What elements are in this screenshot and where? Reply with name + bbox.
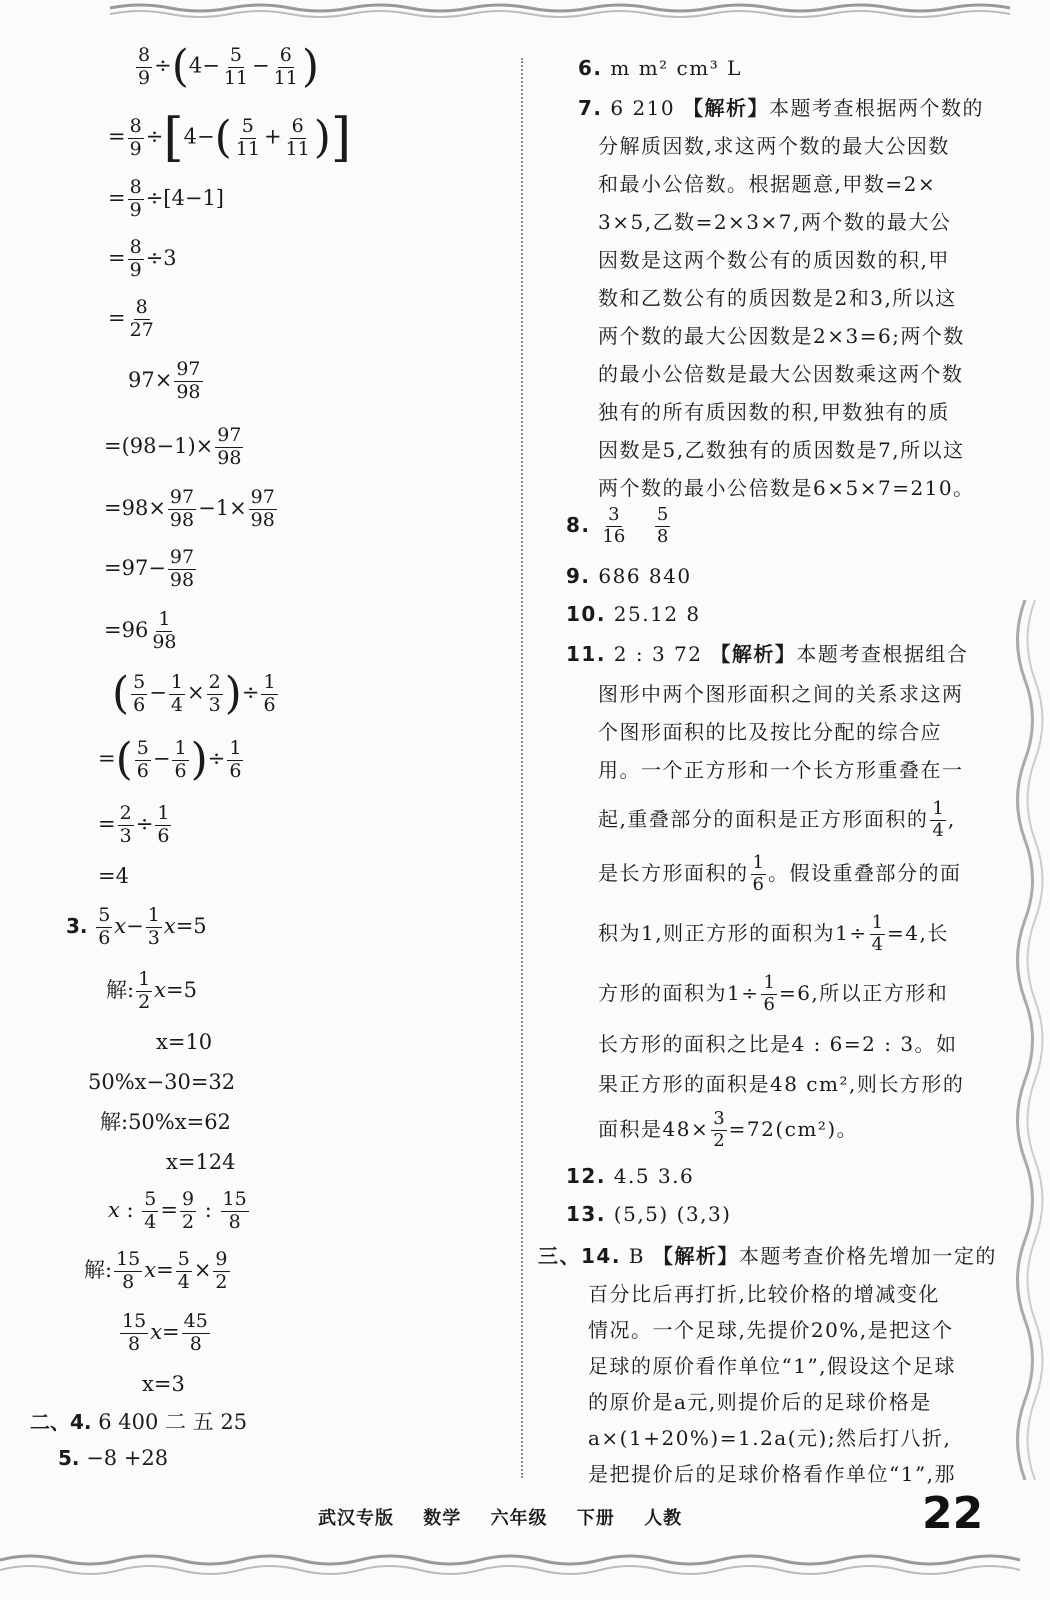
q8-answer: 8. $\frac{3}{16}$ $\frac{5}{8}$ — [566, 504, 669, 547]
q3-result-3: x=3 — [142, 1372, 185, 1396]
q14-explain-line: 百分比后再打折,比较价格的增减变化 — [588, 1282, 940, 1306]
q5-answer: 5. −8 +28 — [58, 1446, 169, 1470]
q7-explain-line: 的最小公倍数是最大公因数乘这两个数 — [598, 362, 964, 386]
q14-explain-line: a×(1+20%)=1.2a(元);然后打八折, — [588, 1426, 952, 1450]
footer-edition: 武汉专版 — [318, 1508, 394, 1529]
q7-explain-line: 3×5,乙数=2×3×7,两个数的最大公 — [598, 210, 952, 234]
q6-answer: 6. m m² cm³ L — [578, 56, 742, 80]
calc-line-8: =98× $\frac{97}{98}$ −1× $\frac{97}{98}$ — [104, 486, 275, 531]
q11-explain-line: 果正方形的面积是48 cm²,则长方形的 — [598, 1072, 965, 1096]
q11-explain-line: 是长方形面积的 $\frac{1}{6}$ 。假设重叠部分的面 — [598, 852, 962, 895]
q11-explain-line: 起,重叠部分的面积是正方形面积的 $\frac{1}{4}$ , — [598, 798, 956, 841]
q7-explain-line: 分解质因数,求这两个数的最大公因数 — [598, 134, 950, 158]
q3-solve-1: 解: $\frac{1}{2}$ x=5 — [106, 968, 197, 1013]
q7-explain-line: 数和乙数公有的质因数是2和3,所以这 — [598, 286, 957, 310]
q3-number: 3. — [66, 913, 88, 938]
column-divider — [521, 58, 523, 1478]
q7-answer: 7. 6 210 【解析】本题考查根据两个数的 — [578, 96, 984, 120]
bottom-wave-border — [0, 1540, 1050, 1600]
page-number: 22 — [922, 1488, 984, 1539]
q14-answer: 三、14. B 【解析】本题考查价格先增加一定的 — [538, 1244, 997, 1268]
q11-explain-line: 用。一个正方形和一个长方形重叠在一 — [598, 758, 964, 782]
q14-explain-line: 足球的原价看作单位“1”,假设这个足球 — [588, 1354, 957, 1378]
calc-line-12: =( $\frac{5}{6}$ − $\frac{1}{6}$ )÷ $\frac{1}{6}$ — [98, 734, 242, 785]
q9-answer: 9. 686 840 — [566, 564, 692, 588]
footer-grade: 六年级 — [490, 1508, 548, 1529]
calc-line-3: = $\frac{8}{9}$ ÷[4−1] — [108, 176, 225, 221]
q14-explain-line: 是把提价后的足球价格看作单位“1”,那 — [588, 1462, 957, 1486]
q11-explain-line: 个图形面积的比及按比分配的综合应 — [598, 720, 942, 744]
q10-answer: 10. 25.12 8 — [566, 602, 701, 626]
q3-equation-3: x : $\frac{5}{4}$ = $\frac{9}{2}$ : $\frac{15}{8}$ — [108, 1188, 247, 1233]
q7-explain-line: 因数是5,乙数独有的质因数是7,所以这 — [598, 438, 965, 462]
q11-explain-line: 面积是48× $\frac{3}{2}$ =72(cm²)。 — [598, 1108, 859, 1151]
q3-solve-3: 解: $\frac{15}{8}$ x= $\frac{5}{4}$ × $\frac{9}{2}$ — [84, 1248, 228, 1293]
right-wave-border — [1000, 600, 1050, 1500]
q13-answer: 13. (5,5) (3,3) — [566, 1202, 732, 1226]
q7-explain-line: 和最小公倍数。根据题意,甲数=2× — [598, 172, 937, 196]
q14-explain-line: 情况。一个足球,先提价20%,是把这个 — [588, 1318, 954, 1342]
q7-explain-line: 两个数的最小公倍数是6×5×7=210。 — [598, 476, 975, 500]
q3-result-1: x=10 — [156, 1030, 213, 1054]
calc-line-2: = $\frac{8}{9}$ ÷[4−( $\frac{5}{11}$ + $\frac{6}{11}$ )] — [108, 108, 352, 168]
calc-line-6: 97× $\frac{97}{98}$ — [128, 358, 201, 403]
q3-result-2: x=124 — [166, 1150, 236, 1174]
calc-line-4: = $\frac{8}{9}$ ÷3 — [108, 236, 177, 281]
jiexi-label: 【解析】 — [683, 96, 769, 120]
q3-solve-2: 解:50%x=62 — [100, 1110, 231, 1134]
q3-solve-3b: $\frac{15}{8}$ x= $\frac{45}{8}$ — [122, 1310, 208, 1355]
top-wave-border — [0, 0, 1050, 30]
footer-volume: 下册 — [576, 1508, 615, 1529]
calc-line-11: ( $\frac{5}{6}$ − $\frac{1}{4}$ × $\frac{2}{3}$ )÷ $\frac{1}{6}$ — [112, 668, 276, 719]
q7-explain-line: 两个数的最大公因数是2×3=6;两个数 — [598, 324, 965, 348]
calc-line-1: $\frac{8}{9}$ ÷(4− $\frac{5}{11}$ − $\frac{6}{11}$ ) — [138, 41, 319, 92]
q11-explain-line: 方形的面积为1÷ $\frac{1}{6}$ =6,所以正方形和 — [598, 972, 949, 1015]
calc-line-5: = $\frac{8}{27}$ — [108, 296, 154, 341]
q11-explain-line: 长方形的面积之比是4 : 6=2 : 3。如 — [598, 1032, 958, 1056]
q4-answer: 二、4. 6 400 二 五 25 — [30, 1410, 248, 1434]
q11-explain-line: 图形中两个图形面积之间的关系求这两 — [598, 682, 964, 706]
calc-line-14: =4 — [98, 864, 129, 888]
q12-answer: 12. 4.5 3.6 — [566, 1164, 695, 1188]
q3-equation-1: 3. $\frac{5}{6}$ x− $\frac{1}{3}$ x=5 — [66, 904, 207, 949]
q11-explain-line: 积为1,则正方形的面积为1÷ $\frac{1}{4}$ =4,长 — [598, 912, 949, 955]
calc-line-13: = $\frac{2}{3}$ ÷ $\frac{1}{6}$ — [98, 802, 170, 847]
footer-publisher: 人教 — [644, 1508, 683, 1529]
q3-equation-2: 50%x−30=32 — [88, 1070, 236, 1094]
q7-explain-line: 独有的所有质因数的积,甲数独有的质 — [598, 400, 950, 424]
q7-explain-line: 因数是这两个数公有的质因数的积,甲 — [598, 248, 950, 272]
page-footer — [318, 1504, 704, 1530]
calc-line-10: =96 $\frac{1}{98}$ — [104, 608, 177, 653]
calc-line-9: =97− $\frac{97}{98}$ — [104, 546, 195, 591]
q14-explain-line: 的原价是a元,则提价后的足球价格是 — [588, 1390, 932, 1414]
footer-subject: 数学 — [423, 1508, 462, 1529]
q11-answer: 11. 2 : 3 72 【解析】本题考查根据组合 — [566, 642, 969, 666]
calc-line-7: =(98−1)× $\frac{97}{98}$ — [104, 424, 242, 469]
